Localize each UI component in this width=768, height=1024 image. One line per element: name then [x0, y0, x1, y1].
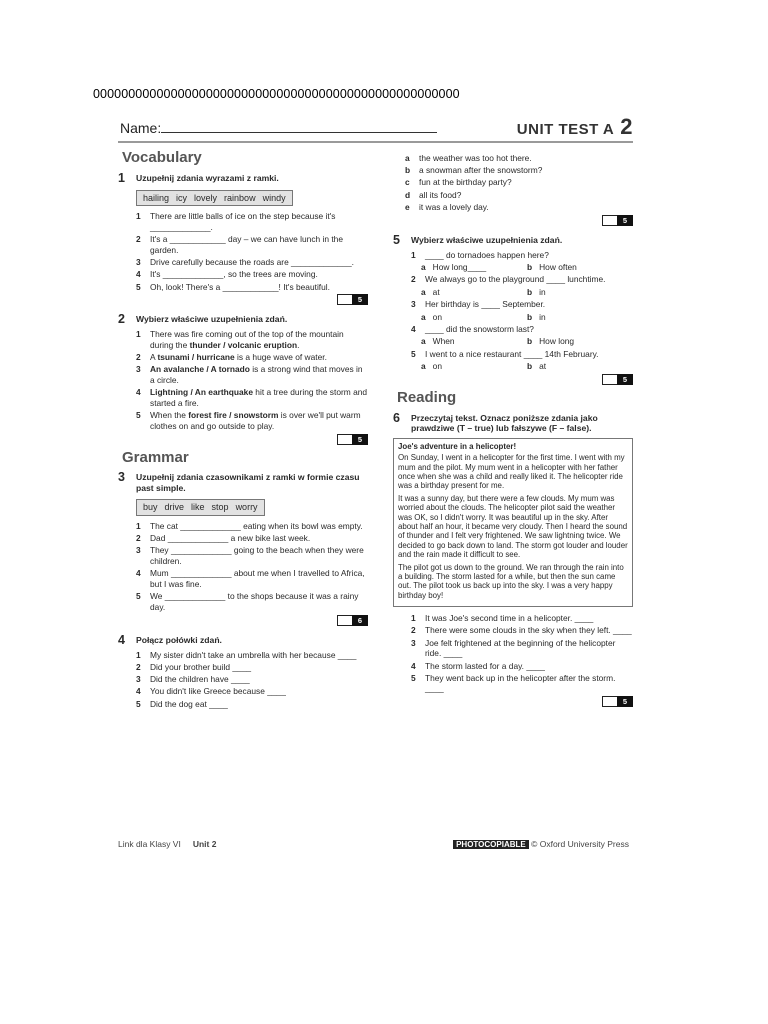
item-number: 5	[411, 672, 416, 683]
score-blank[interactable]	[337, 294, 352, 305]
item-number: 2	[136, 234, 141, 245]
list-item	[118, 410, 368, 431]
word: icy	[176, 192, 188, 203]
item-text: Dad _____________ a new bike last week.	[150, 533, 311, 544]
list-item	[118, 269, 368, 280]
item-text: We always go to the playground ____ lunchtime.	[425, 274, 606, 285]
list-item	[118, 699, 368, 710]
unit-label: Unit 2	[192, 839, 217, 849]
option-a[interactable]: a How long____	[421, 261, 487, 272]
item-number: 5	[136, 410, 141, 421]
item-text: They _____________ going to the beach when they were children.	[150, 545, 364, 567]
score-value: 5	[617, 696, 633, 707]
task1-instruction: Uzupełnij zdania wyrazami z ramki.	[136, 172, 279, 183]
reading-text-box	[393, 438, 633, 608]
item-text: The storm lasted for a day. ____	[425, 660, 545, 671]
list-item	[393, 349, 633, 360]
item-text: An avalanche / A tornado is a strong wind that moves in a circle.	[150, 364, 363, 386]
item-text: Drive carefully because the roads are _____________.	[150, 257, 354, 268]
list-item	[118, 521, 368, 532]
photocopiable-badge: PHOTOCOPIABLE	[453, 840, 529, 849]
list-item	[118, 674, 368, 685]
item-text: Oh, look! There's a ____________! It's beautiful.	[150, 281, 330, 292]
task1-header	[118, 172, 368, 184]
item-number: 5	[136, 698, 141, 709]
footer-right	[453, 839, 629, 849]
item-letter: d	[405, 189, 411, 200]
footer-left	[118, 839, 216, 849]
item-text: The cat _____________ eating when its bowl was empty.	[150, 521, 363, 532]
word: windy	[262, 192, 286, 203]
item-text: It was Joe's second time in a helicopter. ____	[425, 613, 594, 624]
score-value: 5	[617, 374, 633, 385]
score-blank[interactable]	[337, 434, 352, 445]
task1-items	[118, 211, 368, 292]
word: drive	[164, 502, 185, 513]
item-number: 5	[411, 349, 416, 360]
score-value: 6	[352, 615, 368, 626]
task3-instruction: Uzupełnij zdania czasownikami z ramki w formie czasu past simple.	[136, 472, 360, 493]
list-item	[118, 650, 368, 661]
unit-number: 2	[620, 114, 633, 139]
list-item	[393, 153, 633, 164]
reading-paragraph: On Sunday, I went in a helicopter for the first time. I went with my mum and the pilot. My mum went in a helicopter with her father once when she was a child and really liked it. The helicopter ride was a birthday present for me.	[398, 453, 625, 491]
list-item	[118, 387, 368, 408]
task6-items	[393, 613, 633, 694]
item-number: 2	[136, 352, 141, 363]
list-item	[393, 638, 633, 659]
answer-options	[421, 262, 633, 273]
name-label: Name:	[120, 120, 162, 136]
task4-items	[118, 650, 368, 710]
grammar-title: Grammar	[122, 448, 189, 466]
task3-header	[118, 471, 368, 493]
list-item	[118, 282, 368, 293]
item-text: There were some clouds in the sky when they left. ____	[425, 625, 632, 636]
score-value: 5	[352, 294, 368, 305]
word: hailing	[143, 192, 170, 203]
task4-header	[118, 634, 368, 646]
choice-options[interactable]: thunder / volcanic eruption	[189, 340, 298, 351]
item-number: 1	[136, 521, 141, 532]
task6-score	[393, 696, 633, 707]
task3-items	[118, 521, 368, 613]
answer-options	[421, 336, 633, 347]
score-value: 5	[617, 215, 633, 226]
item-number: 1	[136, 649, 141, 660]
item-number: 4	[136, 686, 141, 697]
list-item	[393, 613, 633, 624]
task2-items	[118, 329, 368, 431]
list-item	[393, 250, 633, 261]
item-text: ____ did the snowstorm last?	[425, 324, 534, 335]
item-text: A tsunami / hurricane is a huge wave of water.	[150, 352, 327, 363]
list-item	[118, 591, 368, 612]
item-number: 3	[136, 545, 141, 556]
list-item	[118, 329, 368, 350]
option-b[interactable]: b How long	[527, 336, 575, 347]
list-item	[393, 165, 633, 176]
list-item	[118, 662, 368, 673]
item-number: 1	[136, 211, 141, 222]
option-a[interactable]: a When	[421, 336, 455, 347]
item-letter: b	[405, 165, 411, 176]
task4-instruction: Połącz połówki zdań.	[136, 634, 222, 645]
task4-number: 4	[118, 632, 125, 647]
right-column	[393, 153, 633, 715]
task2-instruction: Wybierz właściwe uzupełnienia zdań.	[136, 314, 288, 325]
item-text: all its food?	[419, 189, 462, 200]
item-number: 5	[136, 281, 141, 292]
item-text: Her birthday is ____ September.	[425, 299, 546, 310]
task5-header	[393, 234, 633, 246]
answer-options	[421, 312, 633, 323]
word: lovely	[194, 192, 218, 203]
item-number: 4	[136, 387, 141, 398]
item-number: 1	[411, 613, 416, 624]
item-number: 3	[411, 637, 416, 648]
item-number: 2	[136, 533, 141, 544]
item-number: 4	[411, 660, 416, 671]
list-item	[118, 211, 368, 232]
name-line	[161, 120, 437, 133]
item-text: There was fire coming out of the top of the mountain during the thunder / volcanic eruption.	[150, 329, 344, 351]
item-number: 2	[136, 661, 141, 672]
choice-options[interactable]: Lightning / An earthquake	[150, 387, 253, 398]
item-letter: c	[405, 177, 410, 188]
option-b[interactable]: b in	[527, 286, 546, 297]
task5-score	[393, 374, 633, 385]
item-text: ____ do tornadoes happen here?	[425, 249, 549, 260]
list-item	[393, 661, 633, 672]
item-text: Did the dog eat ____	[150, 698, 228, 709]
reading-title: Reading	[397, 389, 457, 407]
word: buy	[143, 502, 158, 513]
item-text: It's a ____________ day – we can have lunch in the garden.	[150, 234, 343, 256]
item-text: the weather was too hot there.	[419, 153, 532, 163]
list-item	[118, 545, 368, 566]
option-b[interactable]: b at	[527, 361, 547, 372]
item-text: My sister didn't take an umbrella with her because ____	[150, 649, 357, 660]
list-item	[118, 257, 368, 268]
item-text: They went back up in the helicopter after the storm. ____	[425, 672, 616, 694]
answer-options	[421, 361, 633, 372]
score-blank[interactable]	[602, 696, 617, 707]
task6-number: 6	[393, 410, 400, 425]
item-text: Mum _____________ about me when I travelled to Africa, but I was fine.	[150, 568, 365, 590]
task3-word-box	[136, 499, 265, 516]
task5-instruction: Wybierz właściwe uzupełnienia zdań.	[411, 234, 563, 245]
item-text: Lightning / An earthquake hit a tree during the storm and started a fire.	[150, 387, 368, 409]
option-b[interactable]: b How often	[527, 261, 577, 272]
list-item	[118, 533, 368, 544]
word: like	[191, 502, 205, 513]
item-number: 4	[136, 269, 141, 280]
unit-test-label: UNIT TEST A	[516, 121, 615, 138]
list-item	[393, 190, 633, 201]
item-text: it was a lovely day.	[419, 201, 489, 212]
answer-options	[421, 287, 633, 298]
header-zeros: 0000000000000000000000000000000000000000000000000000	[93, 87, 460, 101]
task5-number: 5	[393, 232, 400, 247]
item-number: 3	[136, 674, 141, 685]
task2-score	[118, 434, 368, 445]
score-value: 5	[352, 434, 368, 445]
task3-number: 3	[118, 470, 125, 485]
task4-endings	[393, 153, 633, 213]
list-item	[393, 673, 633, 694]
word: rainbow	[224, 192, 256, 203]
item-text: Did your brother build ____	[150, 661, 252, 672]
item-text: You didn't like Greece because ____	[150, 686, 286, 697]
task6-header	[393, 412, 633, 434]
item-text: Did the children have ____	[150, 674, 250, 685]
word: worry	[235, 502, 258, 513]
score-blank[interactable]	[602, 374, 617, 385]
reading-paragraph: It was a sunny day, but there were a few clouds. My mum was worried about the clouds. The helicopter pilot said the weather was OK, so I didn't worry. It was beautiful up in the sky. After about half an hour, it became very cloudy. Then I heard the sound of thunder and I felt very frightened. We saw lightning twice. We decided to go back down to land. The storm got louder and louder and the rain made it difficult to see.	[398, 493, 628, 560]
item-text: fun at the birthday party?	[419, 177, 512, 188]
unit-test-title	[517, 114, 633, 140]
item-number: 2	[411, 625, 416, 636]
item-text: I went to a nice restaurant ____ 14th February.	[425, 349, 599, 360]
item-number: 3	[136, 257, 141, 268]
list-item	[393, 625, 633, 636]
reading-paragraph: The pilot got us down to the ground. We ran through the rain into a building. The storm lasted for a while, but then the sun came out. The pilot took us back up into the sky. I was a very happy birthday boy!	[398, 562, 624, 600]
word: stop	[211, 502, 229, 513]
item-text: When the forest fire / snowstorm is over we'll put warm clothes on and go outside to play.	[150, 410, 361, 431]
list-item	[393, 202, 633, 213]
choice-options[interactable]: tsunami / hurricane	[157, 352, 235, 363]
task4-score	[393, 215, 633, 226]
option-a[interactable]: a on	[421, 311, 442, 322]
list-item	[393, 274, 633, 285]
list-item	[393, 299, 633, 310]
choice-options[interactable]: An avalanche / A tornado	[150, 364, 250, 375]
item-number: 5	[136, 591, 141, 602]
task6-instruction: Przeczytaj tekst. Oznacz poniższe zdania jako prawdziwe (T – true) lub fałszywe (F – false).	[411, 412, 598, 434]
item-number: 1	[411, 249, 416, 260]
copyright: © Oxford University Press	[531, 839, 629, 849]
list-item	[393, 324, 633, 335]
task2-header	[118, 313, 368, 325]
left-column	[118, 149, 368, 711]
item-number: 4	[411, 324, 416, 335]
item-text: There are little balls of ice on the step because it's _____________.	[150, 211, 336, 233]
list-item	[118, 352, 368, 363]
task5-items	[393, 250, 633, 373]
option-a[interactable]: a at	[421, 286, 440, 297]
item-number: 1	[136, 329, 141, 340]
item-number: 4	[136, 568, 141, 579]
task1-word-box	[136, 190, 293, 207]
vocabulary-title: Vocabulary	[122, 149, 202, 166]
reading-text-title: Joe's adventure in a helicopter!	[398, 441, 517, 451]
list-item	[393, 177, 633, 188]
course-name: Link dla Klasy VI	[118, 839, 181, 849]
score-blank[interactable]	[602, 215, 617, 226]
item-letter: a	[405, 153, 410, 163]
task3-score	[118, 615, 368, 626]
task1-number: 1	[118, 170, 125, 185]
name-field	[120, 120, 437, 136]
score-blank[interactable]	[337, 615, 352, 626]
list-item	[118, 686, 368, 697]
item-text: We _____________ to the shops because it was a rainy day.	[150, 591, 359, 612]
item-number: 2	[411, 274, 416, 285]
item-text: It's _____________, so the trees are moving.	[150, 269, 318, 280]
task1-score	[118, 294, 368, 305]
item-text: Joe felt frightened at the beginning of the helicopter ride. ____	[425, 637, 616, 659]
item-text: a snowman after the snowstorm?	[419, 165, 543, 176]
list-item	[118, 568, 368, 589]
list-item	[118, 234, 368, 255]
list-item	[118, 364, 368, 385]
task2-number: 2	[118, 312, 125, 327]
option-a[interactable]: a on	[421, 361, 442, 372]
item-number: 3	[411, 299, 416, 310]
item-number: 3	[136, 364, 141, 375]
choice-options[interactable]: forest fire / snowstorm	[188, 410, 279, 421]
option-b[interactable]: b in	[527, 311, 546, 322]
header-rule	[118, 141, 633, 143]
item-letter: e	[405, 201, 410, 212]
